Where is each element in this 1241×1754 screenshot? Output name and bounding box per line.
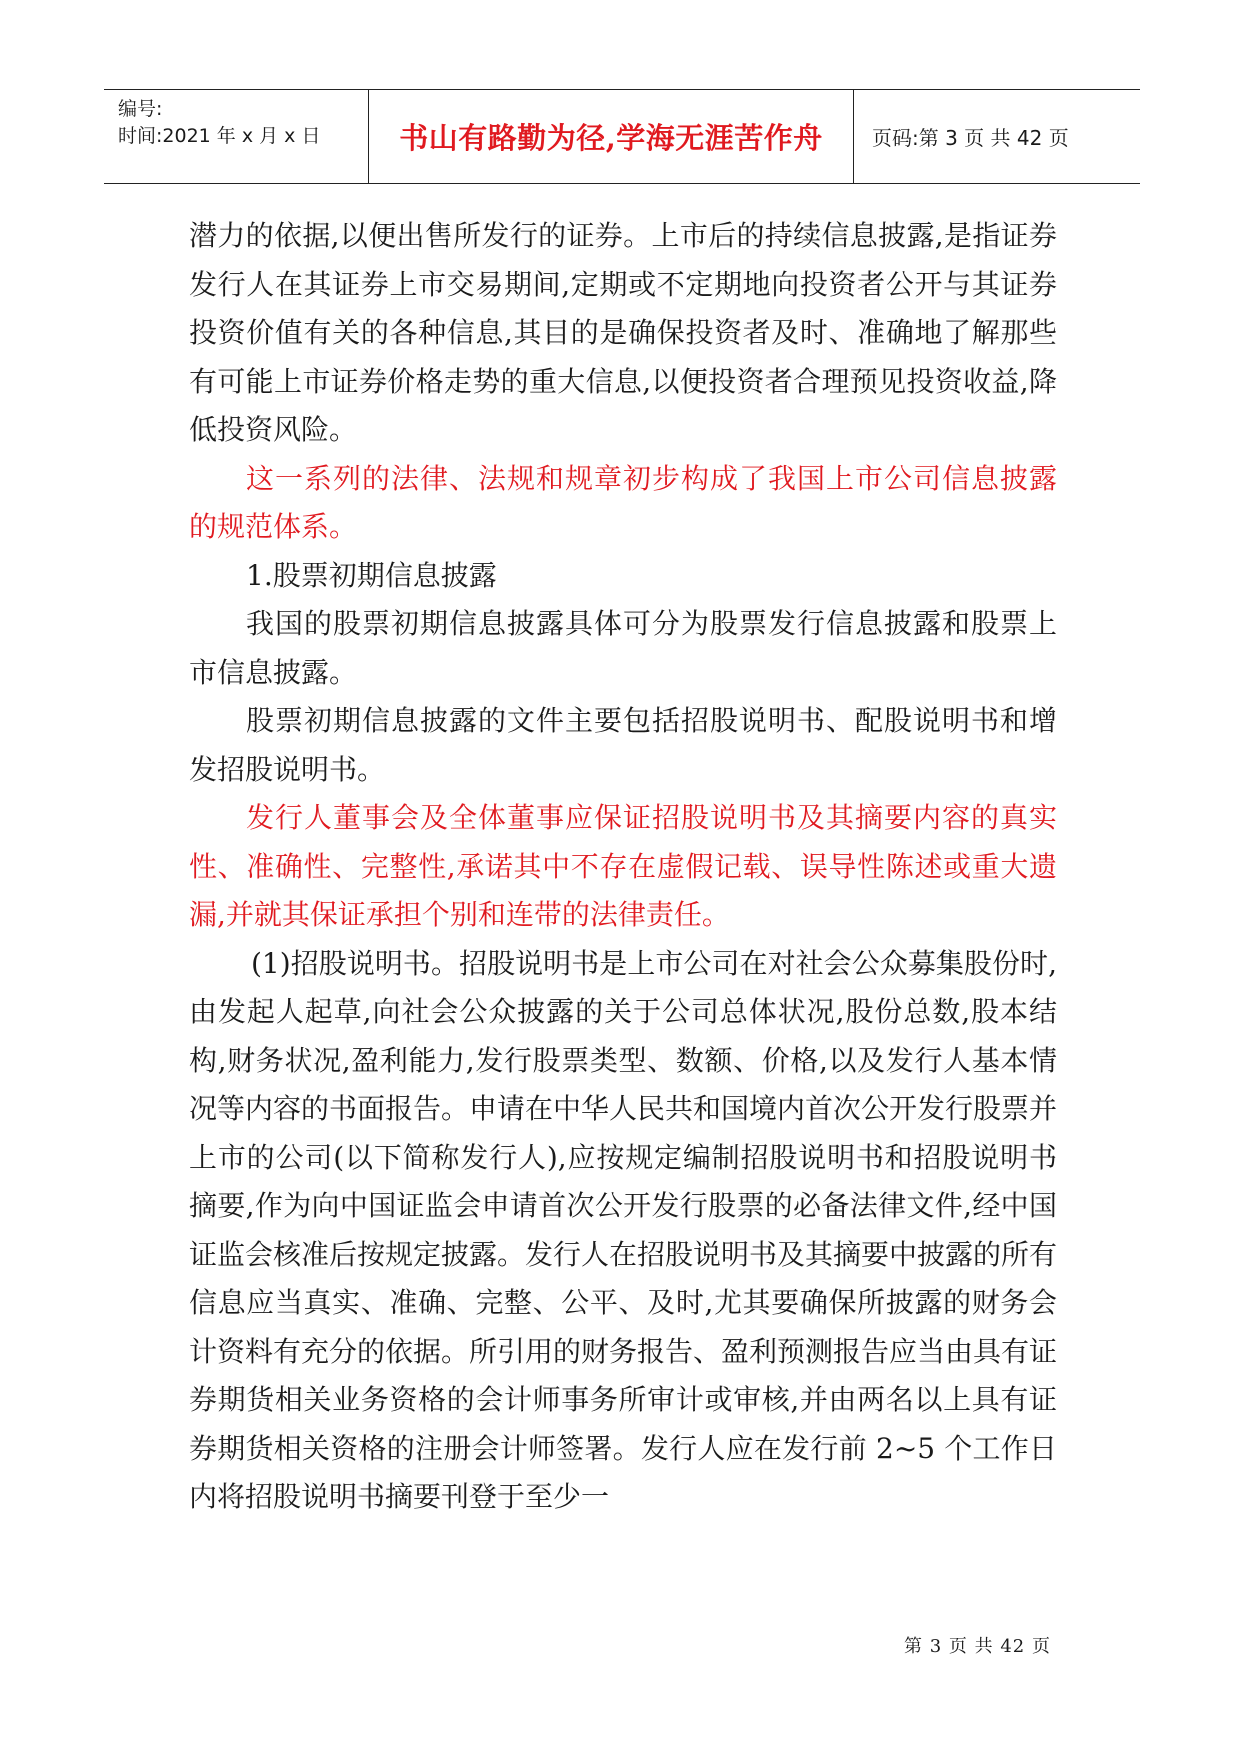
- document-time-label: 时间:2021 年 x 月 x 日: [118, 125, 321, 147]
- header-page-number: 页码:第 3 页 共 42 页: [872, 126, 1069, 150]
- header-motto-cell: [369, 90, 854, 183]
- document-body: [189, 212, 1057, 1522]
- body-paragraph-4: 我国的股票初期信息披露具体可分为股票发行信息披露和股票上市信息披露。: [189, 607, 1057, 689]
- body-paragraph-6-highlight: 发行人董事会及全体董事应保证招股说明书及其摘要内容的真实性、准确性、完整性,承诺其中不存在虚假记载、误导性陈述或重大遗漏,并就其保证承担个别和连带的法律责任。: [189, 801, 1057, 931]
- page-header: [104, 89, 1140, 184]
- body-paragraph-5: 股票初期信息披露的文件主要包括招股说明书、配股说明书和增发招股说明书。: [189, 704, 1057, 786]
- body-paragraph-1: 潜力的依据,以便出售所发行的证券。上市后的持续信息披露,是指证券发行人在其证券上市交易期间,定期或不定期地向投资者公开与其证券投资价值有关的各种信息,其目的是确保投资者及时、准确地了解那些有可能上市证券价格走势的重大信息,以便投资者合理预见投资收益,降低投资风险。: [189, 219, 1057, 446]
- header-meta: [104, 90, 369, 183]
- header-motto: 书山有路勤为径,学海无涯苦作舟: [399, 121, 823, 155]
- body-paragraph-7: (1)招股说明书。招股说明书是上市公司在对社会公众募集股份时,由发起人起草,向社会公众披露的关于公司总体状况,股份总数,股本结构,财务状况,盈利能力,发行股票类型、数额、价格,以及发行人基本情况等内容的书面报告。申请在中华人民共和国境内首次公开发行股票并上市的公司(以下简称发行人),应按规定编制招股说明书和招股说明书摘要,作为向中国证监会申请首次公开发行股票的必备法律文件,经中国证监会核准后按规定披露。发行人在招股说明书及其摘要中披露的所有信息应当真实、准确、完整、公平、及时,尤其要确保所披露的财务会计资料有充分的依据。所引用的财务报告、盈利预测报告应当由具有证券期货相关业务资格的会计师事务所审计或审核,并由两名以上具有证券期货相关资格的注册会计师签署。发行人应在发行前 2~5 个工作日内将招股说明书摘要刊登于至少一: [189, 946, 1058, 1513]
- section-heading-1: 1.股票初期信息披露: [246, 558, 497, 592]
- body-paragraph-2-highlight: 这一系列的法律、法规和规章初步构成了我国上市公司信息披露的规范体系。: [189, 461, 1057, 543]
- document-number-label: 编号:: [118, 98, 163, 120]
- page-footer: 第 3 页 共 42 页: [904, 1636, 1051, 1657]
